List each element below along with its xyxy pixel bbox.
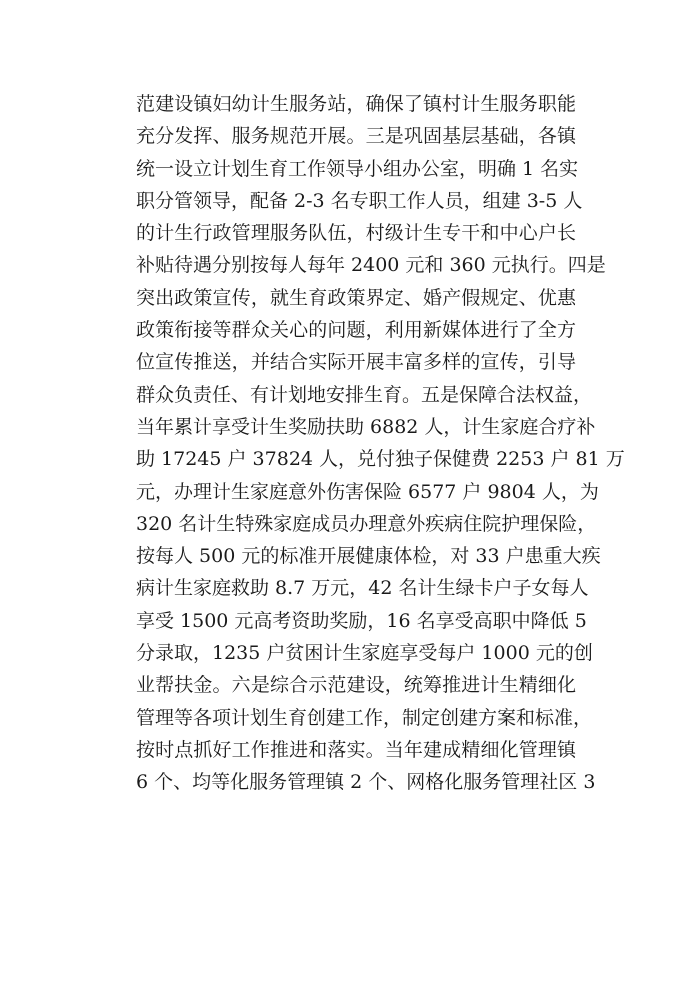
text-line-10: 群众负责任、有计划地安排生育。五是保障合法权益，	[136, 383, 593, 406]
text-line-18: 分录取，1235 户贫困计生家庭享受每户 1000 元的创	[136, 642, 593, 665]
body-text	[136, 88, 625, 799]
text-line-12: 助 17245 户 37824 人，兑付独子保健费 2253 户 81 万	[136, 448, 625, 471]
text-line-13: 元，办理计生家庭意外伤害保险 6577 户 9804 人，为	[136, 480, 599, 503]
text-line-19: 业帮扶金。六是综合示范建设，统筹推进计生精细化	[136, 674, 576, 697]
text-line-4: 职分管领导，配备 2-3 名专职工作人员，组建 3-5 人	[136, 189, 583, 212]
text-line-6: 补贴待遇分别按每人每年 2400 元和 360 元执行。四是	[136, 254, 606, 277]
text-line-7: 突出政策宣传，就生育政策界定、婚产假规定、优惠	[136, 286, 576, 309]
text-line-11: 当年累计享受计生奖励扶助 6882 人，计生家庭合疗补	[136, 415, 596, 438]
text-line-21: 按时点抓好工作推进和落实。当年建成精细化管理镇	[136, 738, 576, 761]
text-line-22: 6 个、均等化服务管理镇 2 个、网格化服务管理社区 3	[136, 771, 596, 794]
text-line-15: 按每人 500 元的标准开展健康体检，对 33 户患重大疾	[136, 545, 601, 568]
text-line-16: 病计生家庭救助 8.7 万元，42 名计生绿卡户子女每人	[136, 577, 589, 600]
text-line-2: 充分发挥、服务规范开展。三是巩固基层基础，各镇	[136, 125, 576, 148]
text-line-17: 享受 1500 元高考资助奖励，16 名享受高职中降低 5	[136, 609, 587, 632]
text-line-14: 320 名计生特殊家庭成员办理意外疾病住院护理保险，	[136, 512, 597, 535]
text-line-3: 统一设立计划生育工作领导小组办公室，明确 1 名实	[136, 157, 579, 180]
text-line-5: 的计生行政管理服务队伍，村级计生专干和中心户长	[136, 222, 576, 245]
text-line-1: 范建设镇妇幼计生服务站，确保了镇村计生服务职能	[136, 93, 576, 115]
text-line-8: 政策衔接等群众关心的问题，利用新媒体进行了全方	[136, 319, 576, 342]
text-line-20: 管理等各项计划生育创建工作，制定创建方案和标准，	[136, 706, 593, 729]
text-line-9: 位宣传推送，并结合实际开展丰富多样的宣传，引导	[136, 351, 576, 374]
